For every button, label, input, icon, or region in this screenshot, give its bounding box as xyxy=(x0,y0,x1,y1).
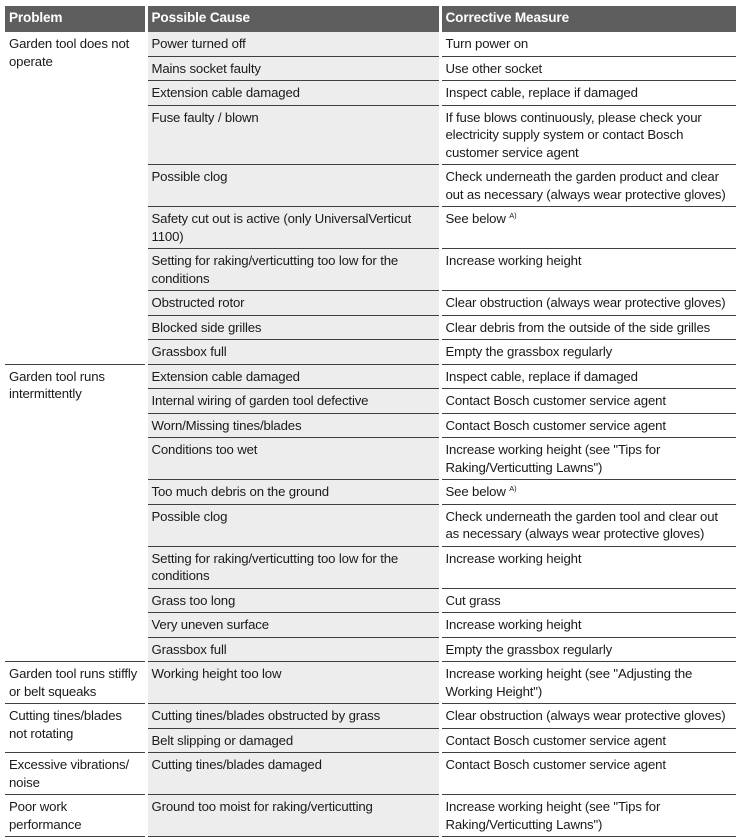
corrective-measure-cell xyxy=(440,165,736,207)
corrective-measure-cell xyxy=(440,704,736,729)
corrective-measure-cell xyxy=(440,637,736,662)
header-corrective-measure: Corrective Measure xyxy=(440,6,736,32)
corrective-measure-text: Contact Bosch customer service agent xyxy=(445,732,666,748)
corrective-measure-cell xyxy=(440,105,736,165)
problem-cell: Garden tool does not operate xyxy=(5,32,146,364)
corrective-measure-text: Contact Bosch customer service agent xyxy=(445,757,666,772)
corrective-measure-cell xyxy=(440,340,736,365)
table-row xyxy=(5,795,736,837)
corrective-measure-text: Increase working height (see "Adjusting the Working Height") xyxy=(445,666,693,699)
possible-cause-cell: Worn/Missing tines/blades xyxy=(146,413,440,438)
problem-cell: Garden tool runs stiffly or belt squeaks xyxy=(5,662,146,704)
possible-cause-cell: Extension cable damaged xyxy=(146,364,440,389)
corrective-measure-cell xyxy=(440,56,736,81)
table-row xyxy=(5,32,736,56)
corrective-measure-cell xyxy=(440,613,736,638)
problem-cell: Cutting tines/blades not rotating xyxy=(5,704,146,753)
possible-cause-cell: Belt slipping or damaged xyxy=(146,728,440,753)
corrective-measure-text: Empty the grassbox regularly xyxy=(445,641,613,657)
corrective-measure-text: Inspect cable, replace if damaged xyxy=(445,85,638,100)
possible-cause-cell: Power turned off xyxy=(146,32,440,56)
corrective-measure-cell xyxy=(440,795,736,837)
corrective-measure-cell xyxy=(440,438,736,480)
corrective-measure-text: Increase working height xyxy=(445,253,582,268)
corrective-measure-text: Empty the grassbox regularly xyxy=(445,344,613,359)
corrective-measure-text: Clear obstruction (always wear protective gloves) xyxy=(445,708,726,723)
corrective-measure-text: Check underneath the garden tool and clear out as necessary (always wear protective gloves) xyxy=(445,508,718,541)
possible-cause-cell: Working height too low xyxy=(146,662,440,704)
corrective-measure-cell xyxy=(440,291,736,316)
possible-cause-cell: Ground too moist for raking/verticutting xyxy=(146,795,440,837)
possible-cause-cell: Mains socket faulty xyxy=(146,56,440,81)
possible-cause-cell: Cutting tines/blades obstructed by grass xyxy=(146,704,440,729)
corrective-measure-text: Contact Bosch customer service agent xyxy=(445,393,666,408)
corrective-measure-text: See below xyxy=(445,211,506,226)
possible-cause-cell: Possible clog xyxy=(146,504,440,546)
corrective-measure-cell xyxy=(440,413,736,438)
corrective-measure-cell xyxy=(440,249,736,291)
corrective-measure-text: Inspect cable, replace if damaged xyxy=(445,368,638,384)
corrective-measure-cell xyxy=(440,546,736,588)
corrective-measure-cell xyxy=(440,662,736,704)
header-possible-cause: Possible Cause xyxy=(146,6,440,32)
header-problem: Problem xyxy=(5,6,146,32)
possible-cause-cell: Fuse faulty / blown xyxy=(146,105,440,165)
corrective-measure-text: If fuse blows continuously, please check your electricity supply system or contact Bosch customer service agent xyxy=(445,109,702,160)
possible-cause-cell: Internal wiring of garden tool defective xyxy=(146,389,440,414)
table-row xyxy=(5,364,736,389)
corrective-measure-text: Increase working height xyxy=(445,617,582,632)
possible-cause-cell: Setting for raking/verticutting too low for the conditions xyxy=(146,249,440,291)
corrective-measure-text: Check underneath the garden product and clear out as necessary (always wear protective gloves) xyxy=(445,169,726,202)
possible-cause-cell: Very uneven surface xyxy=(146,613,440,638)
corrective-measure-cell xyxy=(440,480,736,505)
corrective-measure-text: Use other socket xyxy=(445,60,543,76)
corrective-measure-cell xyxy=(440,81,736,106)
corrective-measure-text: Increase working height xyxy=(445,550,582,566)
corrective-measure-text: Clear obstruction (always wear protective gloves) xyxy=(445,295,726,310)
corrective-measure-cell xyxy=(440,588,736,613)
corrective-measure-text: Contact Bosch customer service agent xyxy=(445,417,666,433)
troubleshooting-table xyxy=(5,6,736,837)
possible-cause-cell: Grassbox full xyxy=(146,637,440,662)
corrective-measure-cell xyxy=(440,364,736,389)
possible-cause-cell: Obstructed rotor xyxy=(146,291,440,316)
footnote-marker: A) xyxy=(509,484,517,493)
corrective-measure-text: Increase working height (see "Tips for Raking/Verticutting Lawns") xyxy=(445,799,661,832)
footnote-marker: A) xyxy=(509,211,517,220)
table-row xyxy=(5,753,736,795)
corrective-measure-text: Increase working height (see "Tips for Raking/Verticutting Lawns") xyxy=(445,442,661,475)
possible-cause-cell: Blocked side grilles xyxy=(146,315,440,340)
corrective-measure-text: See below xyxy=(445,484,506,499)
corrective-measure-text: Clear debris from the outside of the side grilles xyxy=(445,319,711,335)
possible-cause-cell: Safety cut out is active (only UniversalVerticut 1100) xyxy=(146,207,440,249)
possible-cause-cell: Possible clog xyxy=(146,165,440,207)
corrective-measure-cell xyxy=(440,753,736,795)
possible-cause-cell: Grassbox full xyxy=(146,340,440,365)
corrective-measure-cell xyxy=(440,728,736,753)
table-header-row xyxy=(5,6,736,32)
problem-cell: Poor work performance xyxy=(5,795,146,837)
possible-cause-cell: Extension cable damaged xyxy=(146,81,440,106)
problem-cell: Excessive vibrations/ noise xyxy=(5,753,146,795)
corrective-measure-cell xyxy=(440,315,736,340)
corrective-measure-text: Cut grass xyxy=(445,592,501,608)
table-row xyxy=(5,704,736,729)
corrective-measure-cell xyxy=(440,32,736,56)
corrective-measure-text: Turn power on xyxy=(445,36,529,51)
possible-cause-cell: Setting for raking/verticutting too low for the conditions xyxy=(146,546,440,588)
problem-cell: Garden tool runs intermittently xyxy=(5,364,146,662)
table-body xyxy=(5,32,736,837)
possible-cause-cell: Cutting tines/blades damaged xyxy=(146,753,440,795)
possible-cause-cell: Conditions too wet xyxy=(146,438,440,480)
possible-cause-cell: Grass too long xyxy=(146,588,440,613)
table-row xyxy=(5,662,736,704)
corrective-measure-cell xyxy=(440,389,736,414)
corrective-measure-cell xyxy=(440,207,736,249)
possible-cause-cell: Too much debris on the ground xyxy=(146,480,440,505)
corrective-measure-cell xyxy=(440,504,736,546)
